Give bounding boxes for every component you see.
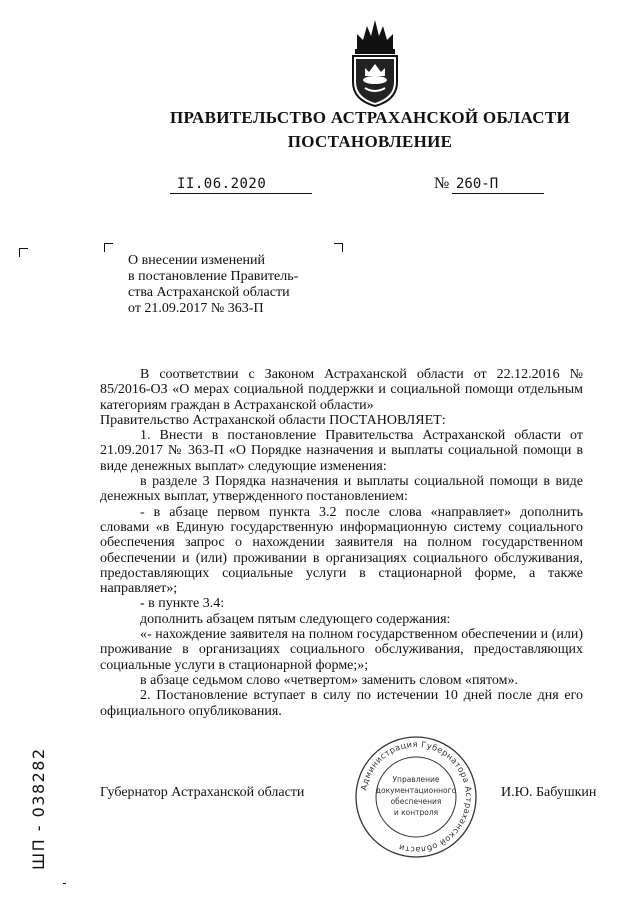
body-paragraph: 2. Постановление вступает в силу по истечении 10 дней после дня его официального опубликования.: [100, 688, 583, 719]
body-paragraph: «- нахождение заявителя на полном государственном обеспечении и (или) проживание в организациях социального обслуживания, предоставляющих социальные услуги в стационарной форме;»;: [100, 627, 583, 673]
coat-of-arms-emblem: [343, 16, 407, 108]
number-label: №: [434, 175, 450, 192]
government-title: ПРАВИТЕЛЬСТВО АСТРАХАНСКОЙ ОБЛАСТИ: [170, 108, 570, 127]
body-paragraph: 1. Внести в постановление Правительства Астраханской области от 21.09.2017 № 363-П «О Порядке назначения и выплаты социальной помощи в виде денежных выплат» следующие изменения:: [100, 428, 583, 474]
stamp-inner-line: документационного: [375, 786, 457, 795]
signatory-position: Губернатор Астраханской области: [100, 785, 305, 800]
date-underline: [170, 193, 312, 194]
speck: [63, 883, 66, 884]
body-paragraph: в абзаце седьмом слово «четвертом» заменить словом «пятом».: [140, 672, 519, 688]
corner-mark: [19, 248, 28, 257]
body-paragraph: Правительство Астраханской области ПОСТАНОВЛЯЕТ:: [100, 412, 446, 428]
body-paragraph: дополнить абзацем пятым следующего содержания:: [140, 611, 451, 627]
signatory-name: И.Ю. Бабушкин: [501, 785, 597, 800]
corner-mark: [334, 243, 343, 252]
serial-number-text: ШП - 038282: [29, 747, 48, 870]
document-number: 260-П: [456, 176, 499, 192]
subject-line: от 21.09.2017 № 363-П: [128, 301, 264, 316]
subject-line: О внесении изменений: [128, 253, 265, 268]
corner-mark: [104, 243, 113, 252]
number-underline: [452, 193, 544, 194]
stamp-inner-line: обеспечения: [390, 797, 442, 806]
body-paragraph: - в пункте 3.4:: [140, 596, 225, 612]
document-type-title: ПОСТАНОВЛЕНИЕ: [287, 132, 453, 151]
serial-number: [22, 720, 52, 870]
document-date: II.06.2020: [177, 176, 267, 192]
stamp-outer-text: Администрация Губернатора Астраханской области: [358, 738, 475, 856]
document-subject: [128, 253, 298, 317]
body-paragraph: в разделе 3 Порядка назначения и выплаты социальной помощи в виде денежных выплат, утвержденного постановлением:: [100, 474, 583, 505]
document-body: [100, 367, 583, 719]
official-stamp: [354, 735, 478, 859]
stamp-inner-line: и контроля: [393, 808, 439, 817]
subject-line: в постановление Правитель-: [128, 269, 299, 284]
stamp-inner-line: Управление: [392, 775, 440, 784]
body-paragraph: В соответствии с Законом Астраханской области от 22.12.2016 № 85/2016-ОЗ «О мерах социальной поддержки и социальной помощи отдельным категориям граждан в Астраханской области»: [100, 367, 583, 413]
subject-line: ства Астраханской области: [128, 285, 290, 300]
body-paragraph: - в абзаце первом пункта 3.2 после слова «направляет» дополнить словами «в Единую государственную информационную систему социального обеспечения запрос о нахождении заявителя на полном государственном обеспечении и (или) проживании в организациях социального обслуживания, предоставляющих социальные услуги в стационарной форме, а также направляет»;: [100, 504, 583, 597]
